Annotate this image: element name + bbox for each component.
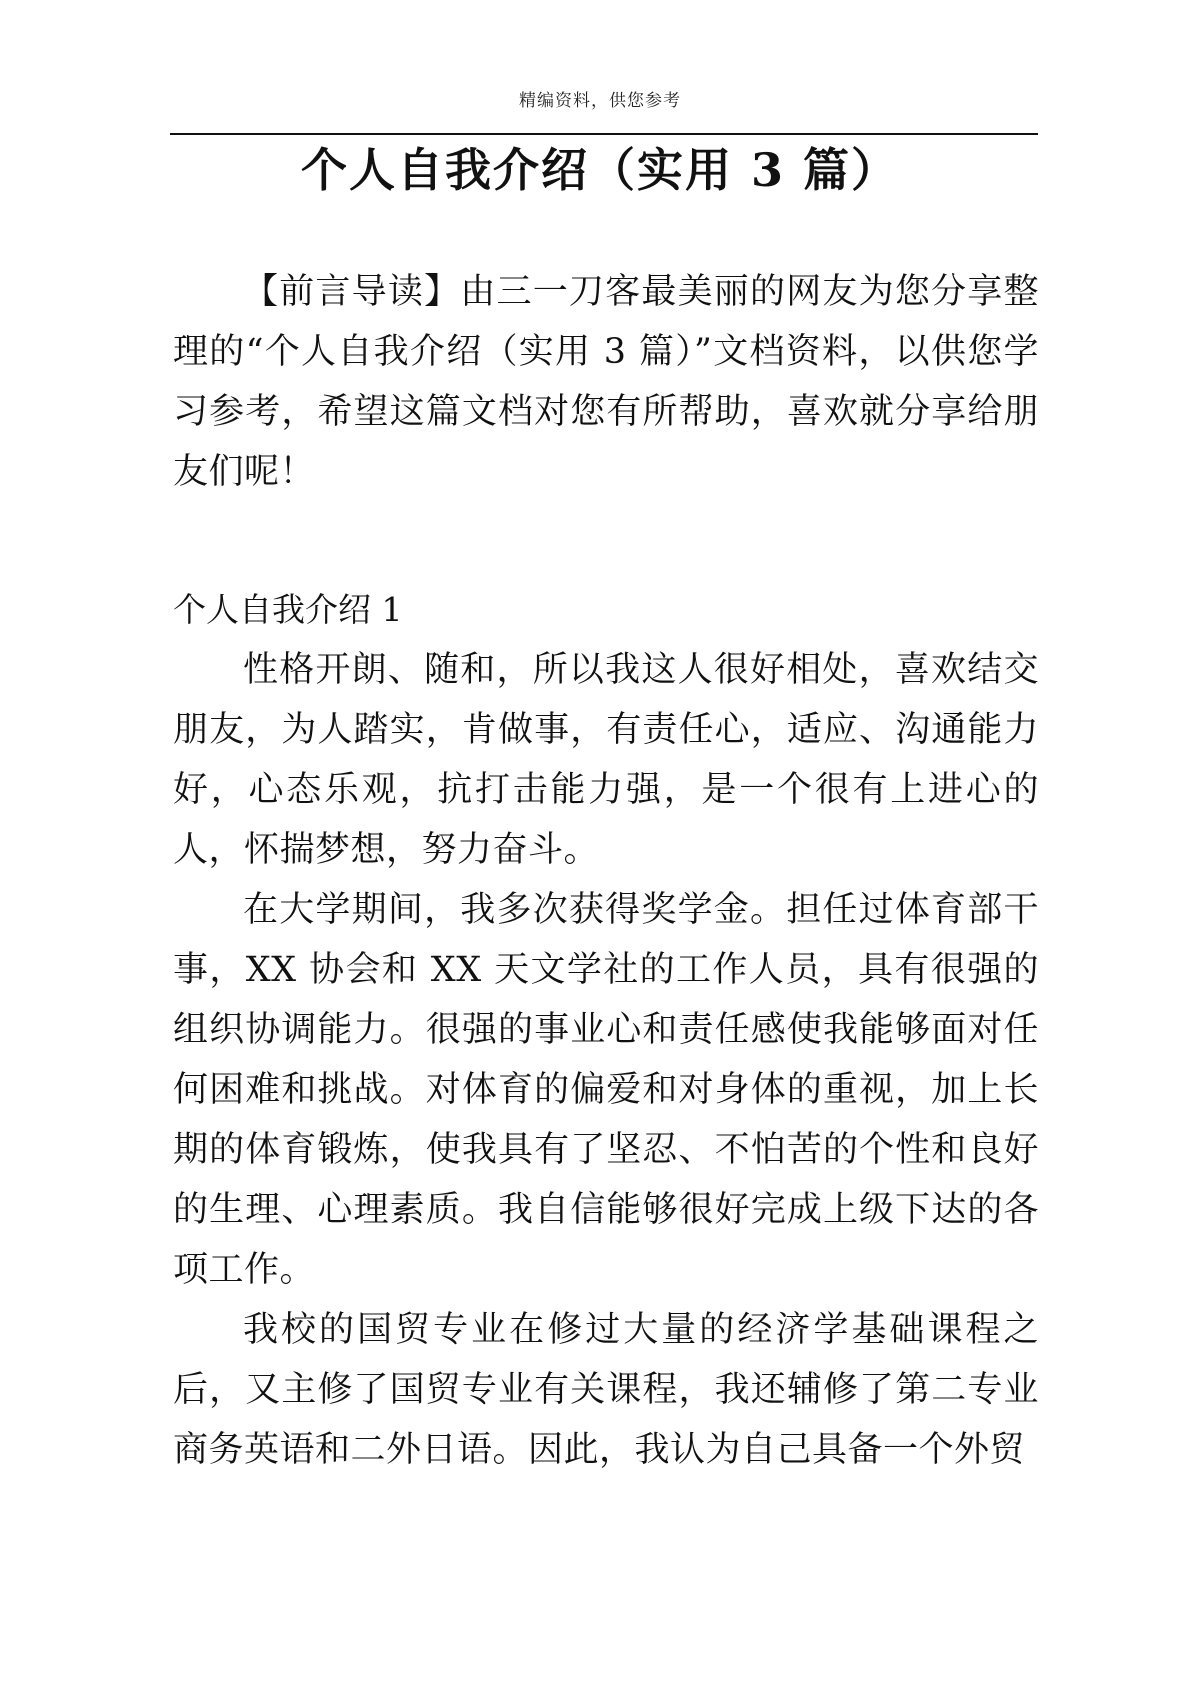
body-paragraph: 我校的国贸专业在修过大量的经济学基础课程之后，又主修了国贸专业有关课程，我还辅修了第二专业商务英语和二外日语。因此，我认为自己具备一个外贸 <box>173 1310 1039 1470</box>
intro-paragraph: 【前言导读】由三一刀客最美丽的网友为您分享整理的“个人自我介绍（实用 3 篇）”文档资料，以供您学习参考，希望这篇文档对您有所帮助，喜欢就分享给朋友们呢！ <box>173 272 1039 492</box>
intro-block <box>173 262 1039 502</box>
section-heading: 个人自我介绍 1 <box>173 590 403 629</box>
header-note: 精编资料，供您参考 <box>519 91 681 111</box>
section-body <box>173 640 1039 1480</box>
body-paragraph: 在大学期间，我多次获得奖学金。担任过体育部干事，XX 协会和 XX 天文学社的工作人员，具有很强的组织协调能力。很强的事业心和责任感使我能够面对任何困难和挑战。对体育的偏爱和对身体的重视，加上长期的体育锻炼，使我具有了坚忍、不怕苦的个性和良好的生理、心理素质。我自信能够很好完成上级下达的各项工作。 <box>173 890 1039 1290</box>
header-divider <box>170 133 1038 135</box>
document-title: 个人自我介绍（实用 3 篇） <box>300 143 900 197</box>
body-paragraph: 性格开朗、随和，所以我这人很好相处，喜欢结交朋友，为人踏实，肯做事，有责任心，适应、沟通能力好，心态乐观，抗打击能力强，是一个很有上进心的人，怀揣梦想，努力奋斗。 <box>173 650 1039 870</box>
